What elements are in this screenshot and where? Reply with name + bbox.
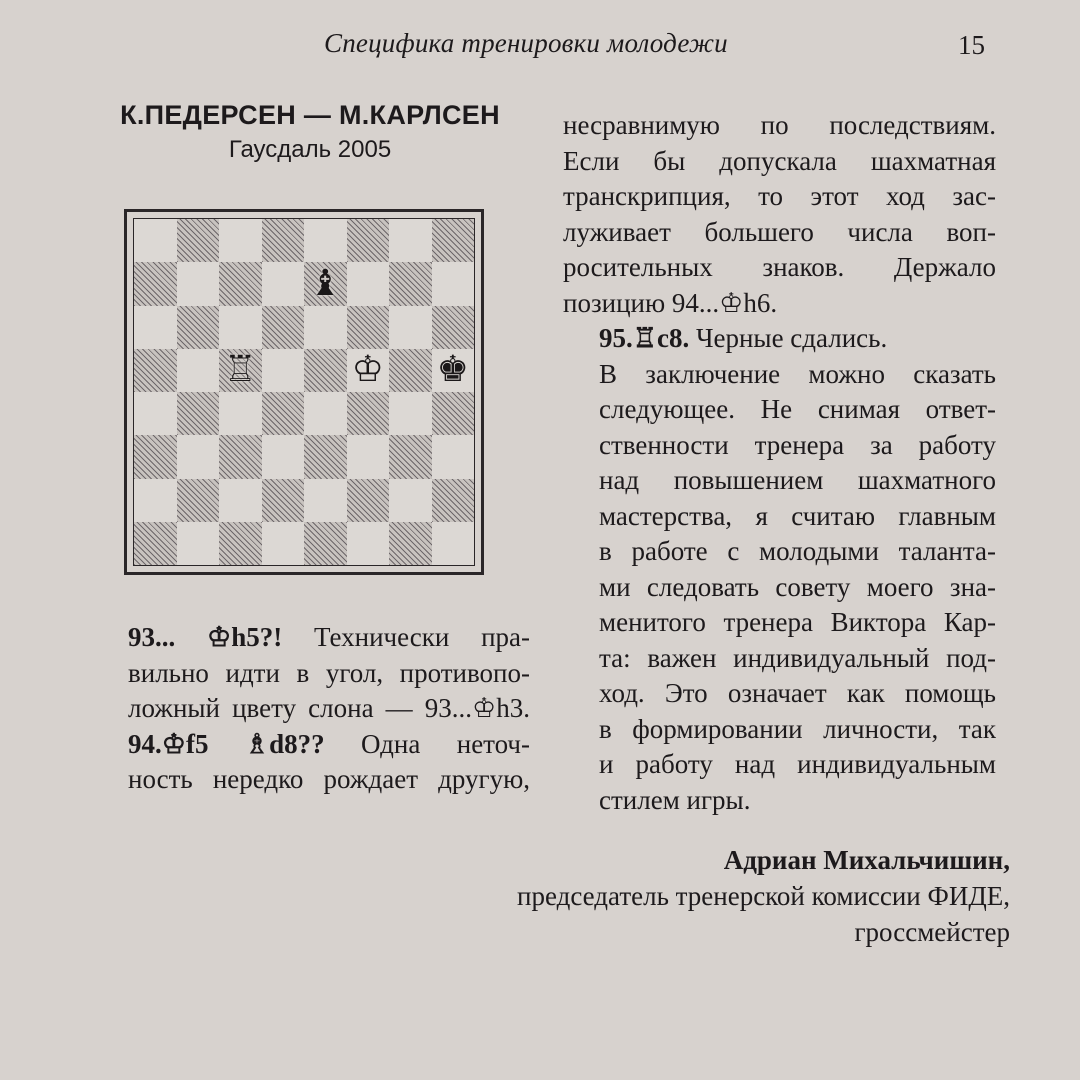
author-title: гроссмейстер [854, 917, 1010, 947]
square-a5 [134, 349, 177, 392]
text-line: стилем игры. [599, 784, 751, 815]
square-b7 [177, 262, 220, 305]
text-line: позицию 94...♔h6. [563, 287, 778, 318]
square-f2 [347, 479, 390, 522]
left-column-text [92, 620, 530, 798]
text-line: Одна неточ- [324, 728, 530, 759]
square-c4 [219, 392, 262, 435]
square-g1 [389, 522, 432, 565]
square-h6 [432, 306, 475, 349]
square-a2 [134, 479, 177, 522]
text-line: ственности тренера за работу [599, 429, 996, 460]
square-h2 [432, 479, 475, 522]
square-e5 [304, 349, 347, 392]
square-g8 [389, 219, 432, 262]
square-e2 [304, 479, 347, 522]
square-a4 [134, 392, 177, 435]
text-line: следующее. Не снимая ответ- [599, 394, 996, 424]
square-g3 [389, 435, 432, 478]
square-d4 [262, 392, 305, 435]
square-f5 [347, 349, 390, 392]
square-c1 [219, 522, 262, 565]
square-h7 [432, 262, 475, 305]
square-a6 [134, 306, 177, 349]
square-g7 [389, 262, 432, 305]
square-g2 [389, 479, 432, 522]
square-c7 [219, 262, 262, 305]
square-c5 [219, 349, 262, 392]
square-e7 [304, 262, 347, 305]
chess-diagram [124, 209, 484, 575]
square-f4 [347, 392, 390, 435]
square-h5 [432, 349, 475, 392]
square-h4 [432, 392, 475, 435]
text-line: ход. Это означает как помощь [599, 678, 996, 708]
square-d1 [262, 522, 305, 565]
text-line: в работе с молодыми таланта- [599, 536, 996, 566]
square-e3 [304, 435, 347, 478]
page-number: 15 [958, 30, 985, 60]
text-line: менитого тренера Виктора Кар- [599, 607, 996, 637]
square-b1 [177, 522, 220, 565]
game-players-heading: К.ПЕДЕРСЕН — М.КАРЛСЕН [120, 100, 500, 130]
text-line: В заключение можно сказать [599, 358, 996, 389]
text-line: росительных знаков. Держало [563, 252, 996, 282]
white-king-icon: ♔ [351, 349, 384, 391]
square-f8 [347, 219, 390, 262]
black-bishop-icon: ♝ [309, 262, 342, 304]
square-b8 [177, 219, 220, 262]
text-line: в формировании личности, так [599, 713, 996, 744]
square-a8 [134, 219, 177, 262]
text-line: Черные сдались. [689, 323, 888, 353]
right-column-text [563, 108, 996, 818]
square-e4 [304, 392, 347, 435]
text-line: несравнимую по последствиям. [563, 110, 996, 140]
running-title: Специфика тренировки молодежи [324, 28, 728, 58]
text-line: и работу над индивидуальным [599, 749, 996, 779]
square-h1 [432, 522, 475, 565]
square-e1 [304, 522, 347, 565]
game-venue-year: Гаусдаль 2005 [228, 136, 392, 163]
square-d8 [262, 219, 305, 262]
author-position: председатель тренерской комиссии ФИДЕ, [517, 881, 1010, 911]
square-f1 [347, 522, 390, 565]
text-line: ми следовать совету моего зна- [599, 571, 996, 602]
commentary-paragraph-93 [92, 620, 530, 727]
square-e8 [304, 219, 347, 262]
square-f6 [347, 306, 390, 349]
move-94: 94.♔f5 ♗d8?? [128, 728, 325, 759]
chess-board [133, 218, 475, 566]
square-b2 [177, 479, 220, 522]
square-g4 [389, 392, 432, 435]
square-d5 [262, 349, 305, 392]
square-d3 [262, 435, 305, 478]
square-e6 [304, 306, 347, 349]
author-name: Адриан Михальчишин, [723, 845, 1010, 875]
square-f3 [347, 435, 390, 478]
square-b3 [177, 435, 220, 478]
commentary-paragraph-94 [92, 727, 530, 798]
square-b6 [177, 306, 220, 349]
square-h3 [432, 435, 475, 478]
square-a3 [134, 435, 177, 478]
square-a7 [134, 262, 177, 305]
black-king-icon: ♚ [436, 349, 469, 391]
text-line: над повышением шахматного [599, 465, 996, 495]
author-signature [517, 842, 1010, 950]
text-line: вильно идти в угол, противопо- [128, 657, 530, 688]
square-g6 [389, 306, 432, 349]
square-g5 [389, 349, 432, 392]
square-d6 [262, 306, 305, 349]
text-line: та: важен индивидуальный под- [599, 642, 996, 673]
square-c8 [219, 219, 262, 262]
move-95: 95.♖c8. [599, 323, 690, 353]
continuation-paragraph [563, 108, 996, 321]
square-d7 [262, 262, 305, 305]
text-line: Технически пра- [282, 622, 531, 652]
text-line: мастерства, я считаю главным [599, 500, 996, 531]
move-93: 93... ♔h5?! [128, 622, 283, 652]
square-h8 [432, 219, 475, 262]
white-rook-icon: ♖ [224, 349, 257, 391]
square-b4 [177, 392, 220, 435]
text-line: ность нередко рождает другую, [128, 764, 530, 794]
square-f7 [347, 262, 390, 305]
square-c6 [219, 306, 262, 349]
text-line: транскрипция, то этот ход зас- [563, 181, 996, 211]
square-b5 [177, 349, 220, 392]
square-c2 [219, 479, 262, 522]
commentary-paragraph-95 [563, 321, 996, 357]
conclusion-paragraph [563, 357, 996, 819]
square-a1 [134, 522, 177, 565]
text-line: Если бы допускала шахматная [563, 145, 996, 176]
text-line: ложный цвету слона — 93...♔h3. [128, 693, 530, 723]
text-line: луживает большего числа воп- [563, 216, 996, 247]
square-d2 [262, 479, 305, 522]
square-c3 [219, 435, 262, 478]
